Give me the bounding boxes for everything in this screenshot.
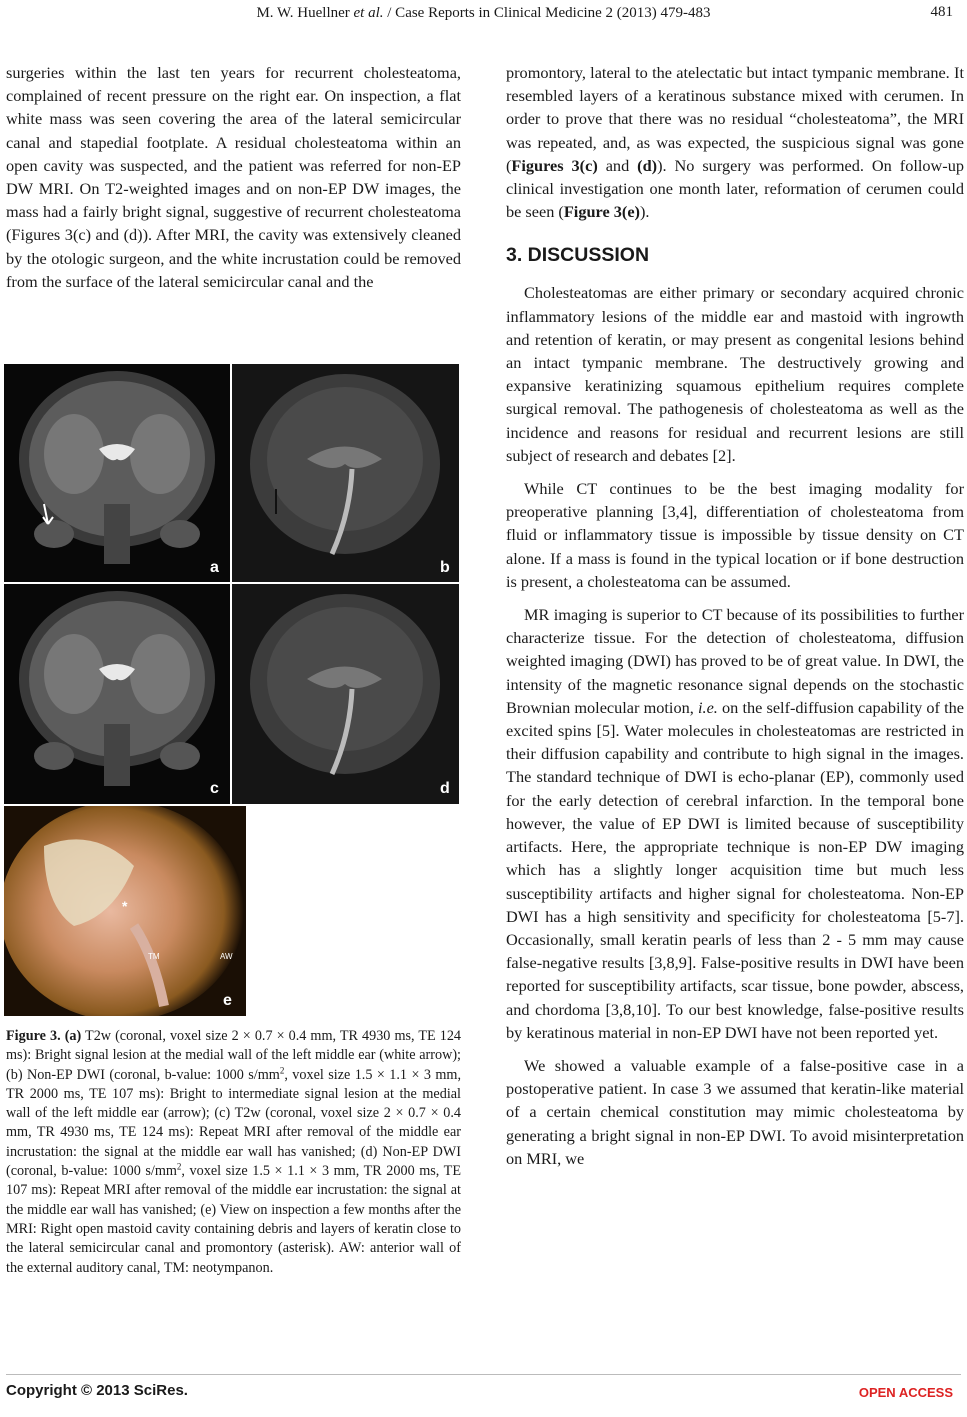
figure-ref-3c: Figures 3(c) bbox=[511, 155, 598, 175]
caption-text-3: , voxel size 1.5 × 1.1 × 3 mm, TR 2000 ms, TE 107 ms): Repeat MRI after removal of the middle ear incrustation: the signal at the middle ear wall has vanished; (e) View on inspection a few months after the MRI: Right open mastoid cavity containing debris and layers of keratin close to the lateral semicircular canal and promontory (asterisk). AW: anterior wall of the external auditory canal, TM: neotympanon. bbox=[6, 1163, 461, 1276]
p1-end: ). bbox=[639, 202, 650, 222]
panel-label-a: a bbox=[210, 559, 219, 576]
p4-text-a: MR imaging is superior to CT because of its possibilities to further characterize tissue. For the detection of cholesteatoma, diffusion weighted imaging (DWI) has proved to be of great value. In DWI, the intensity of the magnetic resonance signal depends on the stochastic Brownian molecular motion, bbox=[506, 605, 964, 717]
open-access-badge: OPEN ACCESS bbox=[858, 1385, 953, 1400]
panel-label-d: d bbox=[440, 780, 450, 797]
right-paragraph-3: While CT continues to be the best imaging modality for preoperative planning [3,4], differentiation of cholesteatoma from fluid or inflammatory tissue is impossible by tissue density on CT alone. If a mass is found in the typical location or if bone destruction is present, a cholesteatoma can be assumed. bbox=[506, 479, 964, 591]
mri-t2w-image bbox=[4, 364, 230, 582]
running-head bbox=[0, 4, 967, 22]
right-column bbox=[506, 61, 964, 1170]
p1-and: and bbox=[597, 155, 638, 175]
figure-panel-a bbox=[4, 364, 230, 582]
left-column bbox=[6, 61, 461, 293]
right-paragraph-4 bbox=[506, 603, 964, 1044]
tm-label: TM bbox=[148, 952, 160, 961]
copyright-notice: Copyright © 2013 SciRes. bbox=[6, 1382, 188, 1399]
running-head-etal: et al. bbox=[353, 5, 384, 21]
aw-label: AW bbox=[220, 952, 233, 961]
running-head-authors: M. W. Huellner bbox=[256, 5, 350, 21]
right-paragraph-2: Cholesteatomas are either primary or secondary acquired chronic inflammatory lesions of the middle ear and mastoid with ingrowth and retention of keratin, or may present as congenital lesions behind an intact tympanic membrane. The destructively growing and expansive keratinizing squamous epithelium requires complete surgical removal. The pathogenesis of cholesteatoma as well as the incidence and reasons for residual and recurrent lesions are still subject of research and debates [2]. bbox=[506, 283, 964, 465]
caption-text-2: , voxel size 1.5 × 1.1 × 3 mm, TR 2000 ms, TE 107 ms): Bright to intermediate signal lesion at the medial wall of the left middle ear (arrow); (c) T2w (coronal, voxel size 2 × 0.7 × 0.4 mm, TR 4930 ms, TE 124 ms): Repeat MRI after removal of the middle ear incrustation: the signal at the middle ear wall has vanished; (d) Non-EP DWI (coronal, b-value: 1000 s/mm bbox=[6, 1066, 461, 1180]
section-heading-discussion: 3. DISCUSSION bbox=[506, 244, 650, 267]
left-paragraph: surgeries within the last ten years for recurrent cholesteatoma, complained of recent pressure on the right ear. On inspection, a flat white mass was seen covering the area of the lateral semicircular canal and stapedial footplate. A residual cholesteatoma within an open cavity was suspected, and the patient was referred for non-EP DW MRI. On T2-weighted images and on non-EP DW images, the mass had a fairly bright signal, suggestive of recurrent cholesteatoma (Figures 3(c) and (d)). After MRI, the cavity was extensively cleaned by the otologic surgeon, and the white incrustation could be removed from the surface of the lateral semicircular canal and the bbox=[6, 63, 461, 291]
panel-label-c: c bbox=[210, 780, 219, 797]
caption-sup-2: 2 bbox=[176, 1161, 182, 1172]
panel-label-b: b bbox=[440, 559, 450, 576]
panel-label-e: e bbox=[223, 992, 232, 1009]
figure-panel-e bbox=[4, 806, 246, 1016]
mri-t2w-repeat-image bbox=[4, 584, 230, 804]
p1-text-b: ). No surgery was performed. On follow-up clinical investigation one month later, reformation of cerumen could be seen ( bbox=[506, 155, 964, 222]
figure-panel-b bbox=[232, 364, 459, 582]
caption-label: Figure 3. bbox=[6, 1028, 61, 1044]
p1-text-a: promontory, lateral to the atelectatic but intact tympanic membrane. It resembled layers of a keratinous substance mixed with cerumen. In order to prove that there was no residual “cholesteatoma”, the MRI was repeated, and, as was expected, the suspicious signal was gone ( bbox=[506, 63, 964, 175]
caption-text-1: T2w (coronal, voxel size 2 × 0.7 × 0.4 mm, TR 4930 ms, TE 124 ms): Bright signal lesion at the medial wall of the left middle ear (white arrow); (b) Non-EP DWI (coronal, b-value: 1000 s/mm bbox=[6, 1028, 462, 1083]
figure-ref-3e: Figure 3(e) bbox=[563, 202, 640, 222]
right-paragraph-1 bbox=[506, 61, 964, 223]
caption-panel-a: (a) bbox=[64, 1028, 82, 1044]
page-number: 481 bbox=[930, 4, 953, 20]
figure-caption bbox=[6, 1027, 461, 1278]
running-head-journal: / Case Reports in Clinical Medicine 2 (2013) 479-483 bbox=[387, 5, 711, 21]
asterisk-marker: * bbox=[122, 898, 128, 914]
figure-panel-d bbox=[232, 584, 459, 804]
p4-text-b: on the self-diffusion capability of the excited spins [5]. Water molecules in cholesteatomas are restricted in their diffusion capability and contribute to high signal in the images. The standard technique of DWI is echo-planar (EP), commonly used for the early detection of cerebral infarction. In the temporal bone however, the value of EP DWI is limited because of susceptibility artifacts. Here, the appropriate technique is non-EP DW imaging which has a slightly longer acquisition time but much less susceptibility artifacts and higher signal for cholesteatoma. Non-EP DWI has a high sensitivity and specificity for cholesteatoma [5-7]. Occasionally, small keratin pearls of less than 2 - 5 mm may cause false-negative results [3,8,9]. False-positive results in DWI have been reported for susceptibility artifacts, scar tissue, bone powder, abscess, and chordoma [3,8,10]. To our best knowledge, false-positive results by keratinous material in non-EP DWI have not been reported yet. bbox=[506, 697, 965, 1042]
mri-dwi-repeat-image bbox=[232, 584, 459, 804]
figure-ref-3d: (d) bbox=[637, 155, 658, 175]
caption-sup-1: 2 bbox=[279, 1064, 285, 1075]
footer-divider bbox=[6, 1374, 961, 1375]
right-paragraph-5: We showed a valuable example of a false-positive case in a postoperative patient. In case 3 we assumed that keratin-like material of a certain chemical constitution may mimic cholesteatoma by generating a bright signal in non-EP DWI. To avoid misinterpretation on MRI, we bbox=[506, 1055, 964, 1168]
mri-dwi-image bbox=[232, 364, 459, 582]
p4-ie: i.e. bbox=[697, 697, 718, 717]
figure-panel-c bbox=[4, 584, 230, 804]
